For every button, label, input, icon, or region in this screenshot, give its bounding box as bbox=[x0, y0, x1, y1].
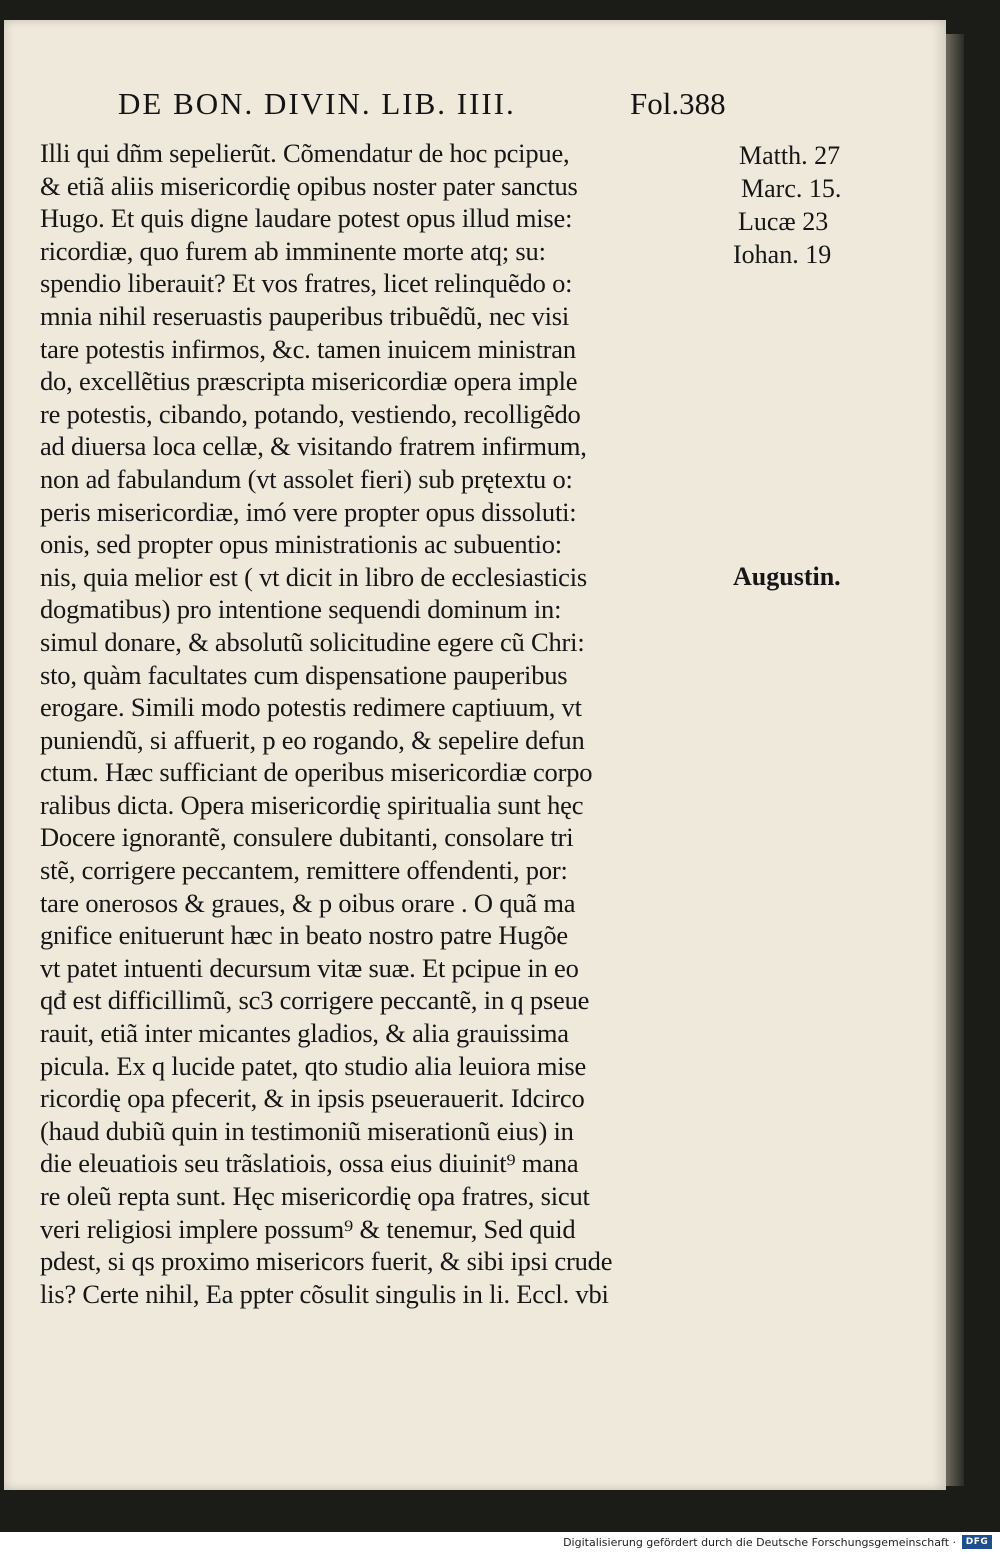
text-line: peris misericordiæ, imó vere propter opus dissoluti: bbox=[40, 496, 577, 527]
text-line: re potestis, cibando, potando, vestiendo, recolligẽdo bbox=[40, 398, 581, 429]
text-line: do, excellẽtius præscripta misericordiæ opera imple bbox=[40, 366, 578, 397]
text-line: non ad fabulandum (vt assolet fieri) sub prętextu o: bbox=[40, 463, 573, 494]
text-line: lis? Certe nihil, Ea ppter cõsulit singulis in li. Eccl. vbi bbox=[40, 1278, 609, 1309]
text-line: onis, sed propter opus ministrationis ac subuentio: bbox=[40, 529, 562, 560]
text-line: ralibus dicta. Opera misericordię spiritualia sunt hęc bbox=[40, 789, 584, 820]
text-line: nis, quia melior est ( vt dicit in libro de ecclesiasticis bbox=[40, 561, 587, 592]
text-line: mnia nihil reseruastis pauperibus tribuẽdũ, nec visi bbox=[40, 300, 570, 331]
text-line: ctum. Hæc sufficiant de operibus misericordiæ corpo bbox=[40, 757, 593, 788]
text-line: Hugo. Et quis digne laudare potest opus illud mise: bbox=[40, 203, 573, 234]
text-line: tare potestis infirmos, &c. tamen inuicem ministran bbox=[40, 333, 576, 364]
margin-note-luke: Lucæ 23 bbox=[738, 207, 829, 236]
text-line: & etiã aliis misericordię opibus noster pater sanctus bbox=[40, 170, 578, 201]
margin-note-john: Iohan. 19 bbox=[733, 240, 832, 269]
funding-credit: Digitalisierung gefördert durch die Deutsche Forschungsgemeinschaft · bbox=[563, 1536, 956, 1549]
text-line: vt patet intuenti decursum vitæ suæ. Et pcipue in eo bbox=[40, 952, 579, 983]
margin-note-mark: Marc. 15. bbox=[741, 174, 842, 203]
text-line: sto, quàm facultates cum dispensatione pauperibus bbox=[40, 659, 568, 690]
text-line: die eleuatiois seu trãslatiois, ossa eius diuinit⁹ mana bbox=[40, 1148, 579, 1179]
text-line: erogare. Simili modo potestis redimere captiuum, vt bbox=[40, 692, 582, 723]
page-edge-shadow bbox=[946, 34, 964, 1486]
text-line: spendio liberauit? Et vos fratres, licet relinquẽdo o: bbox=[40, 268, 573, 299]
text-line: veri religiosi implere possum⁹ & tenemur, Sed quid bbox=[40, 1213, 576, 1244]
text-line: re oleũ repta sunt. Hęc misericordię opa fratres, sicut bbox=[40, 1181, 590, 1211]
dfg-logo: DFG bbox=[962, 1535, 992, 1549]
body-text bbox=[40, 137, 740, 1310]
text-line: picula. Ex q lucide patet, qto studio alia leuiora mise bbox=[40, 1050, 587, 1081]
text-line: puniendũ, si affuerit, p eo rogando, & sepelire defun bbox=[40, 724, 585, 755]
text-line: dogmatibus) pro intentione sequendi dominum in: bbox=[40, 594, 562, 625]
footer-bar bbox=[0, 1532, 1000, 1554]
text-line: gnifice enituerunt hæc in beato nostro patre Hugõe bbox=[40, 920, 568, 951]
margin-note-matthew: Matth. 27 bbox=[739, 141, 841, 170]
folio-number: Fol.388 bbox=[630, 86, 726, 121]
text-line: rauit, etiã inter micantes gladios, & alia grauissima bbox=[40, 1018, 569, 1049]
text-line: stẽ, corrigere peccantem, remittere offendenti, por: bbox=[40, 855, 568, 886]
running-head-title: DE BON. DIVIN. LIB. IIII. bbox=[118, 86, 516, 121]
text-line: ad diuersa loca cellæ, & visitando fratrem infirmum, bbox=[40, 431, 587, 462]
text-line: pdest, si qs proximo misericors fuerit, & sibi ipsi crude bbox=[40, 1246, 613, 1277]
text-line: simul donare, & absolutũ solicitudine egere cũ Chri: bbox=[40, 626, 585, 657]
text-line: Illi qui dñm sepelierũt. Cõmendatur de hoc pcipue, bbox=[40, 138, 570, 168]
text-line: ricordię opa pfecerit, & in ipsis pseuerauerit. Idcirco bbox=[40, 1083, 585, 1114]
running-head bbox=[118, 86, 758, 126]
text-line: qđ est difficillimũ, sc3 corrigere peccantẽ, in q pseue bbox=[40, 985, 590, 1016]
text-line: (haud dubiũ quin in testimoniũ miserationũ eius) in bbox=[40, 1115, 574, 1146]
text-line: Docere ignorantẽ, consulere dubitanti, consolare tri bbox=[40, 822, 574, 853]
text-line: tare onerosos & graues, & p oibus orare . O quã ma bbox=[40, 887, 576, 918]
margin-note-augustin: Augustin. bbox=[733, 562, 841, 591]
text-line: ricordiæ, quo furem ab imminente morte atq; su: bbox=[40, 235, 546, 266]
